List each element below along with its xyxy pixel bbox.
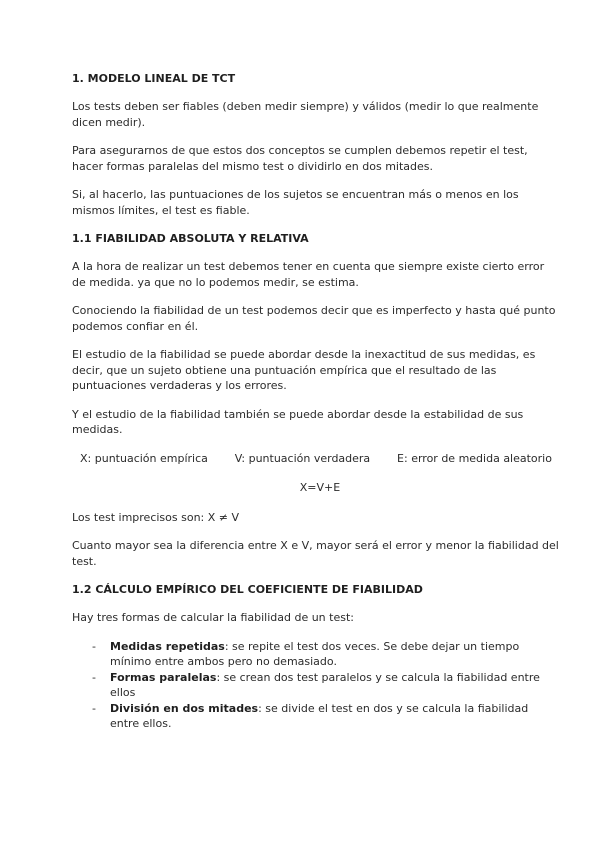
- section-1-2-heading: 1.2 CÁLCULO EMPÍRICO DEL COEFICIENTE DE FIABILIDAD: [72, 583, 423, 596]
- formula: X=V+E: [299, 481, 341, 494]
- method-text: : se crean dos test paralelos y se calcula la fiabilidad entre ellos: [110, 670, 540, 699]
- paragraph: Y el estudio de la fiabilidad también se puede abordar desde la estabilidad de sus medidas.: [72, 407, 524, 436]
- list-item: [92, 701, 560, 732]
- methods-list: [72, 639, 560, 732]
- paragraph: Si, al hacerlo, las puntuaciones de los sujetos se encuentran más o menos en los mismos límites, el test es fiable.: [72, 188, 519, 217]
- list-item: [92, 639, 560, 670]
- method-term: Medidas repetidas: [110, 639, 225, 653]
- paragraph: Hay tres formas de calcular la fiabilidad de un test:: [72, 611, 354, 624]
- list-item: [92, 670, 560, 701]
- paragraph: Para asegurarnos de que estos dos conceptos se cumplen debemos repetir el test, hacer formas paralelas del mismo test o dividirlo en dos mitades.: [72, 144, 528, 173]
- document-content: [72, 71, 560, 732]
- method-text: : se repite el test dos veces. Se debe dejar un tiempo mínimo entre ambos pero no demasiado.: [110, 639, 520, 668]
- method-term: Formas paralelas: [110, 670, 217, 684]
- bullet-dash: -: [92, 670, 96, 684]
- paragraph: A la hora de realizar un test debemos tener en cuenta que siempre existe cierto error de medida. ya que no lo podemos medir, se estima.: [72, 260, 545, 289]
- paragraph: Conociendo la fiabilidad de un test podemos decir que es imperfecto y hasta qué punto podemos confiar en él.: [72, 304, 556, 333]
- paragraph: Los test imprecisos son: X ≠ V: [72, 510, 240, 524]
- bullet-dash: -: [92, 701, 96, 715]
- section-1-1-heading: 1.1 FIABILIDAD ABSOLUTA Y RELATIVA: [72, 232, 309, 245]
- paragraph: El estudio de la fiabilidad se puede abordar desde la inexactitud de sus medidas, es decir, que un sujeto obtiene una puntuación empírica que el resultado de las puntuaciones verdaderas y los errores.: [72, 348, 536, 392]
- paragraph: Cuanto mayor sea la diferencia entre X e V, mayor será el error y menor la fiabilidad del test.: [72, 539, 559, 568]
- variable-v-definition: V: puntuación verdadera: [234, 451, 371, 465]
- bullet-dash: -: [92, 639, 96, 653]
- variable-x-definition: X: puntuación empírica: [80, 451, 208, 465]
- section-1-heading: 1. MODELO LINEAL DE TCT: [72, 72, 236, 85]
- variable-e-definition: E: error de medida aleatorio: [397, 451, 552, 465]
- method-text: : se divide el test en dos y se calcula la fiabilidad entre ellos.: [110, 701, 529, 730]
- variable-definitions: [72, 451, 560, 467]
- paragraph: Los tests deben ser fiables (deben medir siempre) y válidos (medir lo que realmente dicen medir).: [72, 100, 539, 129]
- method-term: División en dos mitades: [110, 701, 259, 715]
